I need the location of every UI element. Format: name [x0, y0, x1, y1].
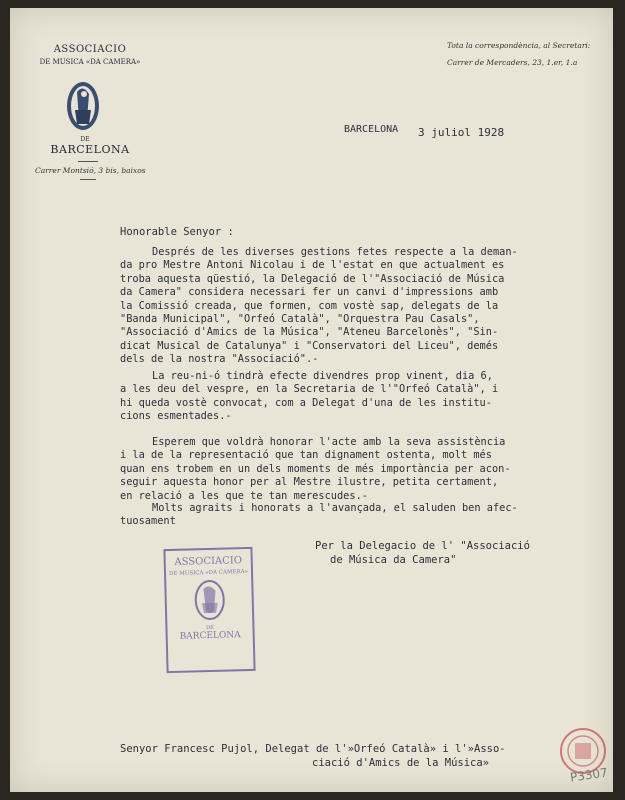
- recipient-line2: ciació d'Amics de la Música»: [312, 757, 490, 769]
- text-line: cions esmentades.-: [120, 410, 232, 423]
- date-city: BARCELONA: [344, 124, 399, 135]
- text-line: tuosament: [120, 515, 176, 528]
- text-line: da Camera" considera necessari fer un canvi d'impressions amb: [120, 286, 499, 299]
- signature-line1: Per la Delegacio de l' "Associació: [315, 540, 530, 552]
- text-line: Molts agraits i honorats a l'avançada, el saluden ben afec-: [152, 502, 518, 514]
- text-line: a les deu del vespre, en la Secretaria de l'"Orfeó Català", i: [120, 383, 499, 396]
- correspondence-line1: Tota la correspondència, al Secretari:: [447, 41, 591, 50]
- letterhead-de: DE: [80, 136, 90, 143]
- stamp-line2: DE MUSICA «DA CAMERA»: [168, 568, 249, 578]
- text-line: Després de les diverses gestions fetes respecte a la deman-: [152, 246, 518, 258]
- text-line: "Associació d'Amics de la Música", "Ateneu Barcelonès", "Sin-: [120, 326, 499, 339]
- recipient-line1: Senyor Francesc Pujol, Delegat de l'»Orfeó Català» i l'»Asso-: [120, 743, 506, 755]
- text-line: dels de la nostra "Associació".-: [120, 353, 319, 366]
- letterhead-divider-2: [80, 179, 96, 180]
- text-line: en relació a les que te tan merescudes.-: [120, 489, 368, 502]
- text-line: hi queda vostè convocat, com a Delegat d'una de les institu-: [120, 396, 492, 409]
- paragraph-2: [120, 370, 580, 424]
- text-line: Esperem que voldrà honorar l'acte amb la seva assistència: [152, 436, 506, 448]
- text-line: la Comissió creada, que formen, com vostè sap, delegats de la: [120, 299, 499, 312]
- paragraph-1: [120, 246, 580, 367]
- letterhead-divider: [78, 161, 98, 162]
- letter-sheet: [10, 8, 613, 792]
- text-line: quan ens trobem en un dels moments de més importància per acon-: [120, 462, 511, 475]
- stamp-line1: ASSOCIACIO: [174, 555, 243, 568]
- archive-mark: P3307: [569, 765, 609, 785]
- letterhead-address: Carrer Montsió, 3 bis, baixos: [35, 166, 146, 175]
- letterhead-line2: DE MUSICA «DA CAMERA»: [39, 58, 141, 66]
- letterhead-city: BARCELONA: [50, 143, 130, 156]
- signature-line2: de Música da Camera": [330, 554, 457, 566]
- stamp-line3: DE: [206, 624, 214, 632]
- stamp-lyre-icon: [192, 579, 227, 622]
- text-line: dicat Musical de Catalunya" i "Conservatori del Liceu", demés: [120, 339, 499, 352]
- text-line: "Banda Municipal", "Orfeó Català", "Orquestra Pau Casals",: [120, 313, 480, 326]
- text-line: troba aquesta qüestió, la Delegació de l'"Associació de Música: [120, 272, 505, 285]
- text-line: da pro Mestre Antoni Nicolau i de l'estat en que actualment es: [120, 259, 505, 272]
- text-line: seguir aquesta honor per al Mestre ilustre, petita certament,: [120, 476, 499, 489]
- salutation: Honorable Senyor :: [120, 226, 234, 238]
- paragraph-3: [120, 436, 580, 503]
- letterhead-name: [35, 44, 145, 66]
- association-stamp: [163, 547, 255, 673]
- lyre-player-logo-icon: [65, 80, 101, 132]
- text-line: i la de la representació que tan dignament ostenta, molt més: [120, 449, 492, 462]
- letter-date: 3 juliol 1928: [418, 126, 505, 139]
- stamp-line4: BARCELONA: [179, 630, 241, 642]
- letterhead-line1: ASSOCIACIO: [53, 44, 127, 55]
- text-line: La reu-ni-ó tindrà efecte divendres prop vinent, dia 6,: [152, 370, 493, 382]
- correspondence-line2: Carrer de Mercaders, 23, 1.er, 1.a: [447, 58, 578, 67]
- paragraph-4: [120, 502, 580, 529]
